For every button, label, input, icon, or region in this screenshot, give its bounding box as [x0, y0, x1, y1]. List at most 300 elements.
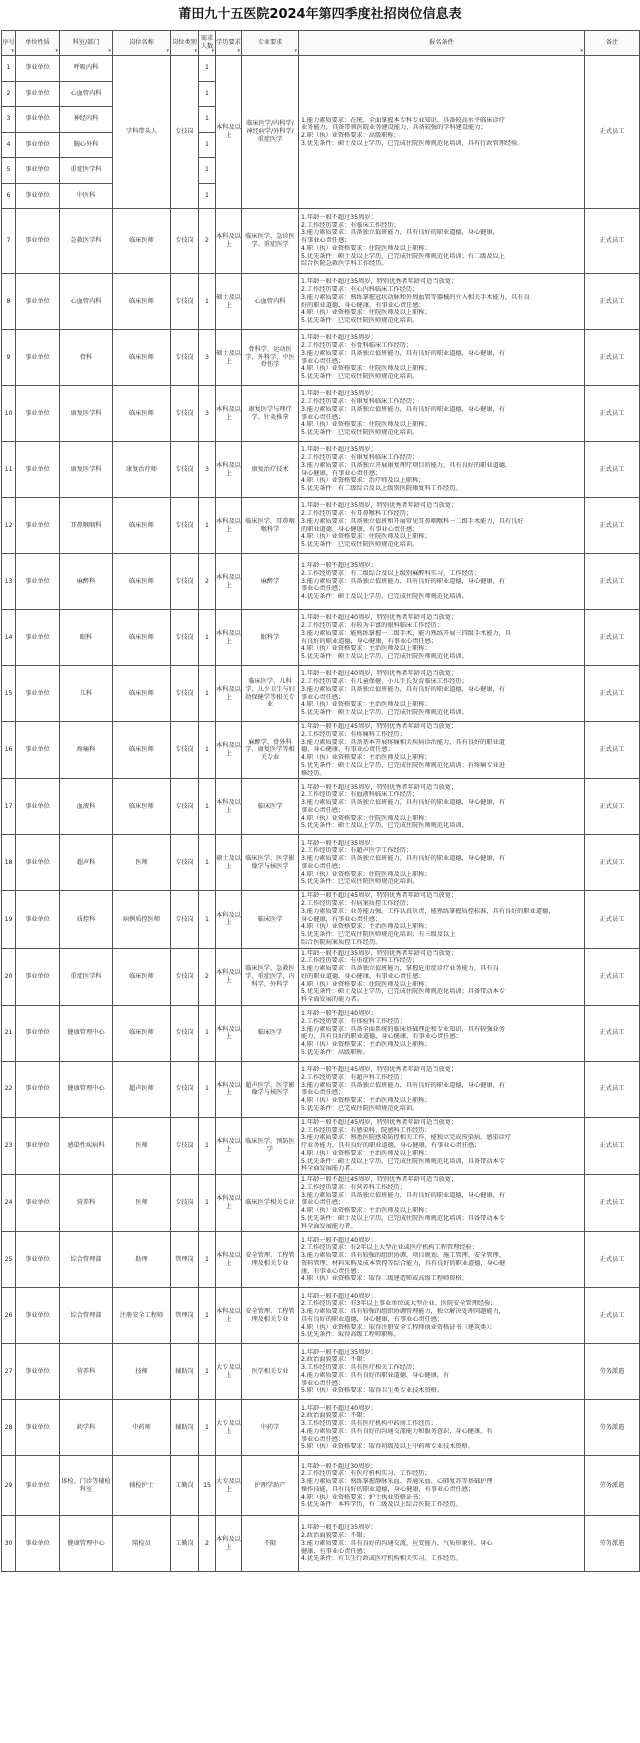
position-category: 专技岗: [171, 442, 199, 498]
requirement-line: 2.政治面貌要求：不限；: [301, 1412, 369, 1420]
requirement-line: 2.工作经历要求：有超声医学工作经历；: [301, 847, 413, 855]
headcount: 1: [199, 1232, 216, 1288]
requirement-line: 4.职（执）业资格要求：住院医师及以上职称；: [301, 814, 431, 822]
row-number: 11: [2, 442, 16, 498]
requirement-line: 3.工作经历要求：具有医疗机构中药房工作经历；: [301, 1420, 437, 1427]
table-row: [2, 1061, 640, 1117]
requirement-line: 5.优先条件：已完成住院医师规范化培训。: [301, 429, 419, 436]
table-row: [2, 442, 640, 498]
header-cell[interactable]: [216, 31, 242, 56]
remark: 正式员工: [585, 442, 640, 498]
remark: 正式员工: [585, 1117, 640, 1174]
filter-dropdown-icon[interactable]: ▾: [294, 47, 297, 54]
requirement-line: 2.政治面貌要求：不限；: [301, 1356, 369, 1364]
requirements-cell: [299, 779, 585, 835]
education-requirement: 本科及以上: [216, 498, 242, 554]
requirement-line: 的职业道德，身心健康，有事业心责任感；: [301, 525, 419, 533]
headcount: 1: [199, 610, 216, 666]
filter-dropdown-icon[interactable]: ▾: [166, 47, 169, 54]
requirement-line: 能力，具有良好的职业道德，身心健康，有事业心责任感；: [301, 1033, 462, 1041]
requirement-line: 1.年龄一般不超过35周岁；: [301, 334, 377, 342]
requirement-line: 5.优先条件：已完成住院医师规范化培训。: [301, 373, 419, 380]
remark: 正式员工: [585, 891, 640, 948]
header-label: 需求人数: [200, 35, 214, 50]
major-requirement: 康复医学与理疗学、针灸推拿: [242, 386, 299, 442]
position-category: 专技岗: [171, 948, 199, 1005]
position-name: 临床医师: [113, 1005, 171, 1061]
headcount: 1: [199, 132, 216, 158]
requirement-line: 1.年龄一般不超过35周岁，特别优秀者年龄可适当放宽；: [301, 949, 458, 957]
requirement-line: 4.职（执）业资格要求：治疗师及以上职称；: [301, 477, 425, 485]
department: 健康管理中心: [60, 1061, 113, 1117]
header-cell[interactable]: [2, 31, 16, 56]
department: 中医科: [60, 183, 113, 209]
department: 质控科: [60, 891, 113, 948]
table-body: [2, 56, 640, 1572]
education-requirement: 本科及以上: [216, 610, 242, 666]
major-requirement: 临床医学、急救医学、重症医学、内科学、外科学: [242, 948, 299, 1005]
requirement-line: 5.优先条件：硕士及以上学历，已完成住院医师规范化培训。: [301, 709, 468, 716]
requirement-line: 2.工作经历要求：有重症医学科工作经历；: [301, 957, 419, 965]
requirement-line: 4.职（执）业资格要求：主治医师及以上职称；: [301, 1041, 431, 1048]
headcount: 3: [199, 442, 216, 498]
education-requirement: 硕士及以上: [216, 330, 242, 386]
row-number: 27: [2, 1344, 16, 1400]
education-requirement: 本科及以上: [216, 1232, 242, 1288]
table-row: [2, 779, 640, 835]
education-requirement: 硕士及以上: [216, 274, 242, 330]
row-number: 26: [2, 1288, 16, 1344]
position-name: 临床医师: [113, 386, 171, 442]
row-number: 7: [2, 209, 16, 274]
table-row: [2, 498, 640, 554]
position-name: 临床医师: [113, 610, 171, 666]
requirement-line: 1.年龄一般不超过35周岁；: [301, 213, 377, 221]
requirement-line: 1.年龄一般不超过35周岁；: [301, 562, 377, 570]
headcount: 1: [199, 1288, 216, 1344]
remark: 正式员工: [585, 56, 640, 209]
major-requirement: 临床医学相关专业: [242, 1175, 299, 1232]
requirement-line: 1.年龄一般不超过35周岁；: [301, 1524, 377, 1532]
major-requirement: 临床医学: [242, 1005, 299, 1061]
unit-type: 事业单位: [16, 554, 60, 610]
requirement-line: 有良好的职业道德，身心健康，有事业心责任感；: [301, 637, 438, 645]
table-row: [2, 209, 640, 274]
requirement-line: 2.工作经历要求：有2年以上大型企业或医疗机构工程管理经验；: [301, 1244, 478, 1252]
requirement-line: 3.优先条件：硕士及以上学历，已完成住院医师规范化培训，具有行政管理经验。: [301, 139, 524, 147]
header-cell[interactable]: [16, 31, 60, 56]
position-name: 临床医师: [113, 779, 171, 835]
row-number: 25: [2, 1232, 16, 1288]
major-requirement: 临床医学、预防医学: [242, 1117, 299, 1174]
position-category: 专技岗: [171, 1117, 199, 1174]
remark: 正式员工: [585, 209, 640, 274]
requirement-line: 3.能力素质要求：具备独立开展康复理疗项目的能力，具有良好的职业道德，: [301, 461, 512, 469]
position-name: 病例质控医师: [113, 891, 171, 948]
requirement-line: 5.优先条件：已完成住院医师规范化培训。: [301, 1104, 419, 1112]
requirement-line: 综合医院急救医学科工作经历。: [301, 260, 388, 268]
headcount: 1: [199, 158, 216, 184]
department: 感染性疾病科: [60, 1117, 113, 1174]
education-requirement: 本科及以上: [216, 666, 242, 722]
requirement-line: 1.年龄一般不超过40周岁；: [301, 1292, 377, 1300]
position-name: 注册安全工程师: [113, 1288, 171, 1344]
requirements-cell: [299, 610, 585, 666]
requirement-line: 2.工作经历要求：有感染科、院感科工作经历；: [301, 1126, 431, 1134]
headcount: 1: [199, 498, 216, 554]
requirement-line: 2.工作经历要求：有病案质控工作经历；: [301, 900, 413, 907]
education-requirement: 大专及以上: [216, 1344, 242, 1400]
department: 眼科: [60, 610, 113, 666]
requirement-line: 5.优先条件：本科学历，有二级及以上综合医院工作经历。: [301, 1501, 462, 1509]
requirement-line: 4.职（执）业资格要求：主治医师及以上职称；: [301, 1149, 431, 1157]
education-requirement: 本科及以上: [216, 1288, 242, 1344]
remark: 正式员工: [585, 835, 640, 891]
header-cell[interactable]: [199, 31, 216, 56]
requirement-line: 5.优先条件：高级职称。: [301, 1048, 369, 1056]
requirement-line: 1.年龄一般不超过45周岁，特别优秀者年龄可适当放宽；: [301, 892, 458, 900]
row-number: 23: [2, 1117, 16, 1174]
remark: 正式员工: [585, 610, 640, 666]
row-number: 29: [2, 1456, 16, 1516]
header-cell[interactable]: [171, 31, 199, 56]
requirement-line: 2.工作经历要求：有血液科临床工作经历；: [301, 791, 419, 799]
table-row: [2, 274, 640, 330]
table-row: [2, 1175, 640, 1232]
unit-type: 事业单位: [16, 386, 60, 442]
unit-type: 事业单位: [16, 183, 60, 209]
requirement-line: 5.优先条件：已完成住院医师规范化培训；有三级及以上: [301, 931, 456, 938]
requirement-line: 5.优先条件：硕士及以上学历，已完成住院医师规范化培训；有疼痛专业进: [301, 761, 505, 769]
requirement-line: 4.职（执）业资格要求：住院医师及以上职称；: [301, 309, 431, 317]
header-label: 序号: [2, 39, 15, 47]
unit-type: 事业单位: [16, 1232, 60, 1288]
requirement-line: 3.能力素质要求：熟悉医院感染防控相关工作，能独立完成传染病、感染诊疗: [301, 1134, 512, 1142]
position-category: 专技岗: [171, 610, 199, 666]
requirement-line: 4.职（执）业资格要求：住院医师及以上职称；: [301, 244, 431, 252]
major-requirement: 心血管内科: [242, 274, 299, 330]
requirements-cell: [299, 209, 585, 274]
requirement-line: 3.能力素质要求：具有较强的组织协调、项目规划、施工管理、安全管理、: [301, 1252, 505, 1259]
requirement-line: 1.年龄一般不超过45周岁，特别优秀者年龄可适当放宽；: [301, 723, 458, 730]
requirements-cell: [299, 1456, 585, 1516]
department: 心血管内科: [60, 274, 113, 330]
unit-type: 事业单位: [16, 1175, 60, 1232]
unit-type: 事业单位: [16, 81, 60, 107]
requirement-line: 操作技能，具有良好的职业道德，身心健康，有事业心责任感；: [301, 1485, 475, 1493]
row-number: 14: [2, 610, 16, 666]
position-category: 专技岗: [171, 1175, 199, 1232]
major-requirement: 康复治疗技术: [242, 442, 299, 498]
requirement-line: 2.工作经历要求：有体检科工作经历；: [301, 1017, 406, 1025]
major-requirement: 临床医学、医学影像学与核医学: [242, 835, 299, 891]
education-requirement: 本科及以上: [216, 722, 242, 779]
major-requirement: 安全管理、工程管理及相关专业: [242, 1232, 299, 1288]
requirement-line: 5.优先条件：取得高级工程师职称。: [301, 1331, 400, 1339]
department: 急救医学科: [60, 209, 113, 274]
requirements-cell: [299, 498, 585, 554]
headcount: 1: [199, 56, 216, 82]
requirements-cell: [299, 274, 585, 330]
position-name: 助理: [113, 1232, 171, 1288]
requirements-cell: [299, 1175, 585, 1232]
requirement-line: 2.工作经历要求：有疼痛科工作经历；: [301, 730, 406, 738]
requirements-cell: [299, 56, 585, 209]
requirement-line: 4.职（执）业资格要求：主治医师及以上职称；: [301, 701, 431, 709]
requirement-line: 综合医院病案质控工作经历。: [301, 938, 382, 946]
requirement-line: 5.职（执）业资格要求：取得卫生类专业技术资格。: [301, 1387, 444, 1395]
requirement-line: 1.年龄一般不超过40周岁；: [301, 1404, 377, 1412]
table-row: [2, 1456, 640, 1516]
requirement-line: 科全面发展的能力者。: [301, 996, 363, 1003]
header-cell[interactable]: [299, 31, 585, 56]
major-requirement: 临床医学: [242, 779, 299, 835]
headcount: 15: [199, 1456, 216, 1516]
row-number: 20: [2, 948, 16, 1005]
table-row: [2, 666, 640, 722]
unit-type: 事业单位: [16, 107, 60, 133]
filter-dropdown-icon[interactable]: ▾: [55, 47, 58, 54]
requirement-line: 3.能力素质要求：具有良好的沟通交流，应变能力，气质形象佳，身心: [301, 1539, 493, 1547]
major-requirement: 骨科学、运动医学、外科学、中医骨伤学: [242, 330, 299, 386]
header-label: 岗位类别: [172, 39, 197, 47]
header-label: 报名条件: [429, 39, 454, 47]
department: 骨科: [60, 330, 113, 386]
major-requirement: 眼科学: [242, 610, 299, 666]
headcount: 1: [199, 891, 216, 948]
position-name: 超声医师: [113, 1061, 171, 1117]
education-requirement: 本科及以上: [216, 948, 242, 1005]
requirement-line: 5.优先条件：硕士及以上学历，已完成住院医师规范化培训，具备带动本专: [301, 1157, 505, 1165]
education-requirement: 本科及以上: [216, 1061, 242, 1117]
unit-type: 事业单位: [16, 274, 60, 330]
education-requirement: 本科及以上: [216, 554, 242, 610]
unit-type: 事业单位: [16, 1400, 60, 1456]
education-requirement: 大专及以上: [216, 1456, 242, 1516]
table-row: [2, 1400, 640, 1456]
requirements-cell: [299, 835, 585, 891]
position-category: 辅助岗: [171, 1344, 199, 1400]
department: 儿科: [60, 666, 113, 722]
table-row: [2, 1516, 640, 1572]
requirement-line: 事业心责任感；: [301, 1199, 345, 1207]
header-cell[interactable]: [585, 31, 640, 56]
position-name: 临床医师: [113, 948, 171, 1005]
filter-dropdown-icon[interactable]: ▾: [237, 47, 240, 54]
position-category: 专技岗: [171, 209, 199, 274]
department: 重症医学科: [60, 948, 113, 1005]
requirement-line: 修经历。: [301, 769, 326, 777]
header-cell[interactable]: [60, 31, 113, 56]
requirement-line: 业务能力，具备带领医院业务建设能力，具备较强的学科建设能力；: [301, 124, 487, 132]
unit-type: 事业单位: [16, 132, 60, 158]
requirement-line: 3.工作经历要求：具有医疗相关工作经历；: [301, 1364, 419, 1371]
unit-type: 事业单位: [16, 610, 60, 666]
unit-type: 事业单位: [16, 209, 60, 274]
filter-dropdown-icon[interactable]: ▾: [580, 47, 583, 54]
requirement-line: 事业心责任感；: [301, 1435, 345, 1443]
requirement-line: 5.优先条件：硕士及以上学历，已完成住院医师规范化培训。: [301, 822, 468, 830]
position-category: 专技岗: [171, 386, 199, 442]
major-requirement: 安全管理、工程管理及相关专业: [242, 1288, 299, 1344]
table-row: [2, 330, 640, 386]
position-category: 管理岗: [171, 1232, 199, 1288]
education-requirement: 本科及以上: [216, 891, 242, 948]
requirement-line: 4.职（执）业资格要求：主治医师及以上职称；: [301, 1097, 431, 1104]
row-number: 19: [2, 891, 16, 948]
requirement-line: 2.工作经历要求：有临床工作经历；: [301, 221, 400, 229]
requirement-line: 4.能力素质要求：具有良好的沟通交流能力和服务意识，身心健康，有: [301, 1427, 493, 1435]
major-requirement: 不限: [242, 1516, 299, 1572]
row-number: 28: [2, 1400, 16, 1456]
requirements-cell: [299, 330, 585, 386]
unit-type: 事业单位: [16, 779, 60, 835]
requirement-line: 2.工作经历要求：有骨科临床工作经历；: [301, 342, 413, 349]
table-row: [2, 891, 640, 948]
header-cell[interactable]: [242, 31, 299, 56]
department: 心血管内科: [60, 81, 113, 107]
filter-dropdown-icon[interactable]: ▾: [194, 47, 197, 54]
headcount: 1: [199, 1005, 216, 1061]
position-name: 学科带头人: [113, 56, 171, 209]
row-number: 22: [2, 1061, 16, 1117]
requirement-line: 5.优先条件：硕士及以上学历，已完成住院医师规范化培训；具备带动本专: [301, 1214, 505, 1222]
row-number: 21: [2, 1005, 16, 1061]
requirements-cell: [299, 554, 585, 610]
table-row: [2, 835, 640, 891]
major-requirement: 超声医学、医学影像学与核医学: [242, 1061, 299, 1117]
requirement-line: 事业心责任感；: [301, 862, 345, 870]
requirement-line: 1.年龄一般不超过35周岁，特别优秀者年龄可适当放宽；: [301, 783, 458, 791]
requirement-line: 3.能力素质要求：具备全面系统的临床基础理论和专业知识，具有较强业务: [301, 1025, 505, 1033]
department: 健康管理中心: [60, 1516, 113, 1572]
headcount: 1: [199, 1344, 216, 1400]
unit-type: 事业单位: [16, 722, 60, 779]
requirement-line: 4.职（执）业资格要求：护士执业资格证书；: [301, 1493, 425, 1501]
position-name: 中药师: [113, 1400, 171, 1456]
department: 综合管理部: [60, 1232, 113, 1288]
requirement-line: 5.优先条件：已完成住院医师规范化培训。: [301, 878, 419, 886]
remark: 正式员工: [585, 1005, 640, 1061]
position-category: 专技岗: [171, 56, 199, 209]
major-requirement: 麻醉学: [242, 554, 299, 610]
position-category: 专技岗: [171, 554, 199, 610]
requirement-line: 3.能力素质要求：业务能力强，工作认真负责，能熟练掌握质控标准，具有良好的职业道德，: [301, 907, 555, 915]
requirement-line: 5.优先条件：硕士及以上学历，已完成住院医师规范化培训。: [301, 653, 468, 660]
requirement-line: 健康，有事业心责任感；: [301, 1547, 370, 1555]
remark: 正式员工: [585, 948, 640, 1005]
unit-type: 事业单位: [16, 1061, 60, 1117]
education-requirement: 本科及以上: [216, 442, 242, 498]
requirements-cell: [299, 1344, 585, 1400]
requirement-line: 具有良好的职业道德，身心健康，有事业心责任感；: [301, 1315, 444, 1323]
requirement-line: 1.年龄一般不超过40周岁；: [301, 1236, 377, 1244]
row-number: 4: [2, 132, 16, 158]
requirement-line: 资料管理、材料采购及成本管控等综合能力，具有良好的职业道德，身心健: [301, 1259, 506, 1267]
header-cell[interactable]: [113, 31, 171, 56]
remark: 劳务派遣: [585, 1516, 640, 1572]
requirement-line: 事业心责任感；: [301, 585, 345, 593]
requirement-line: 3.能力素质要求：具有较强的组织协调管理能力，独立解决处理问题能力，: [301, 1308, 505, 1315]
requirements-cell: [299, 1400, 585, 1456]
table-row: [2, 1117, 640, 1174]
requirement-line: 4.职（执）业资格要求：住院医师及以上职称；: [301, 421, 431, 429]
remark: 正式员工: [585, 1232, 640, 1288]
requirement-line: 4.职（执）业资格要求：主治医师及以上职称；: [301, 645, 431, 653]
headcount: 1: [199, 107, 216, 133]
requirement-line: 4.职（执）业资格要求：主治医师及以上职称；: [301, 1207, 431, 1214]
requirement-line: 2.工作经历要求：有二级综合及以上级别麻醉科实习、工作经历；: [301, 569, 481, 577]
headcount: 1: [199, 183, 216, 209]
requirement-line: 3.能力素质要求：能熟练掌握一二级手术，能力熟练开展三四级手术能力，具: [301, 629, 512, 637]
requirement-line: 3.能力素质要求：具备基本开展疼痛相关疾病诊治能力，具有良好的职业道: [301, 738, 505, 746]
requirement-line: 1.年龄一般不超过40周岁；: [301, 1010, 377, 1017]
department: 血液科: [60, 779, 113, 835]
header-label: 学历要求: [216, 39, 241, 47]
requirement-line: 好的职业道德，身心健康，有事业心责任感；: [301, 301, 425, 309]
row-number: 12: [2, 498, 16, 554]
row-number: 18: [2, 835, 16, 891]
row-number: 30: [2, 1516, 16, 1572]
requirement-line: 1.年龄一般不超过35周岁，特别优秀者年龄可适当放宽；: [301, 502, 458, 510]
position-name: 陪检员: [113, 1516, 171, 1572]
row-number: 17: [2, 779, 16, 835]
row-number: 10: [2, 386, 16, 442]
position-category: 专技岗: [171, 722, 199, 779]
position-name: 临床医师: [113, 209, 171, 274]
department: 营养科: [60, 1344, 113, 1400]
headcount: 3: [199, 386, 216, 442]
position-name: 临床医师: [113, 498, 171, 554]
department: 耳鼻喉咽科: [60, 498, 113, 554]
unit-type: 事业单位: [16, 158, 60, 184]
filter-dropdown-icon[interactable]: ▾: [11, 47, 14, 54]
position-category: 专技岗: [171, 891, 199, 948]
headcount: 1: [199, 1061, 216, 1117]
unit-type: 事业单位: [16, 1516, 60, 1572]
department: 神经内科: [60, 107, 113, 133]
department: 营养科: [60, 1175, 113, 1232]
requirement-line: 2.工作经历要求：有心内科临床工作经历；: [301, 286, 419, 293]
requirement-line: 5.优先条件：硕士及以上学历，已完成住院医师规范化培训；具备带动本专: [301, 988, 505, 996]
department: 健康管理中心: [60, 1005, 113, 1061]
position-category: 专技岗: [171, 330, 199, 386]
requirement-line: 3.能力素质要求：具备独立值班能力，具有良好的职业道德，身心健康，: [301, 229, 499, 237]
unit-type: 事业单位: [16, 891, 60, 948]
table-row: [2, 1288, 640, 1344]
requirement-line: 有事业心责任感；: [301, 237, 351, 245]
department: 超声科: [60, 835, 113, 891]
requirement-line: 2.工作经历要求：有3年以上事业单位或大型企业、医院安全管理经验；: [301, 1300, 497, 1308]
remark: 正式员工: [585, 666, 640, 722]
requirements-cell: [299, 1117, 585, 1174]
major-requirement: 麻醉学、骨外科学、康复医学等相关专业: [242, 722, 299, 779]
requirement-line: 5.优先条件：硕士及以上学历，已完成住院医师规范化培训；有二级及以上: [301, 252, 505, 260]
education-requirement: 本科及以上: [216, 1005, 242, 1061]
requirement-line: 1.年龄一般不超过35周岁；: [301, 839, 377, 847]
table-row: [2, 1005, 640, 1061]
filter-dropdown-icon[interactable]: ▾: [108, 47, 111, 54]
requirement-line: 2.工作经历要求：有儿童保健、小儿生长发育临床工作经历；: [301, 678, 468, 685]
requirement-line: 3.能力素质要求：具备独立值班能力，掌握危重症诊疗业务能力，具有良: [301, 965, 499, 972]
remark: 劳务派遣: [585, 1344, 640, 1400]
unit-type: 事业单位: [16, 56, 60, 82]
remark: 正式员工: [585, 330, 640, 386]
filter-dropdown-icon[interactable]: ▾: [211, 47, 214, 54]
position-category: 辅助岗: [171, 1400, 199, 1456]
unit-type: 事业单位: [16, 442, 60, 498]
header-label: 单位性质: [25, 39, 50, 47]
